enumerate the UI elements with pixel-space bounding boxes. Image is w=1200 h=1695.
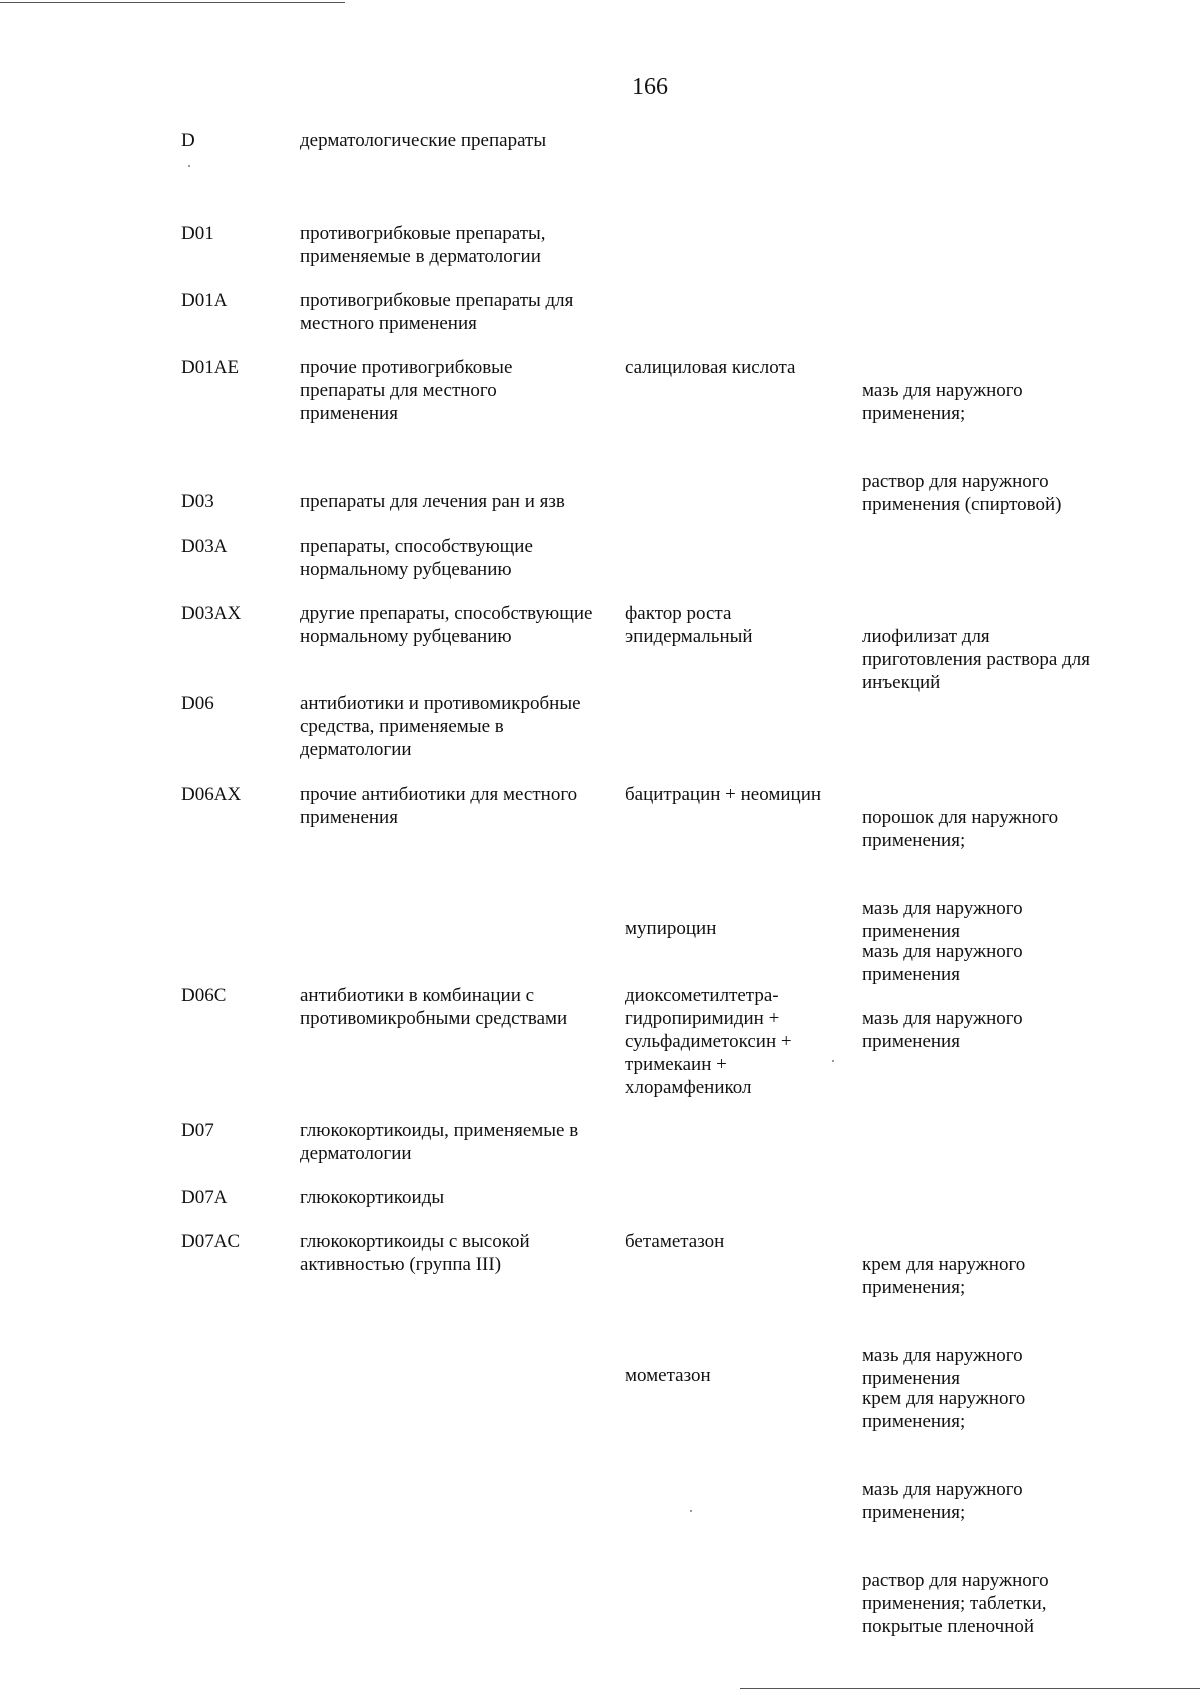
dosage-form: крем для наружного применения; — [862, 1254, 1026, 1298]
dosage-form: мазь для наружного применения — [862, 941, 1023, 985]
scan-speck — [188, 165, 190, 167]
atc-group-name: противогрибковые препараты для местного применения — [300, 290, 574, 334]
dosage-form: раствор для наружного применения (спиртовой) — [862, 471, 1062, 515]
dosage-forms — [862, 1364, 1162, 1661]
atc-group-name: препараты, способствующие нормальному рубцеванию — [300, 536, 533, 580]
page-number: 166 — [632, 74, 668, 100]
dosage-form: мазь для наружного применения — [862, 1345, 1023, 1389]
atc-code: D01 — [181, 223, 214, 244]
atc-code: D01AE — [181, 357, 240, 378]
scan-speck — [690, 1510, 692, 1512]
atc-group-name: дерматологические препараты — [300, 130, 547, 151]
atc-code: D07A — [181, 1187, 228, 1208]
atc-code: D07AC — [181, 1231, 241, 1252]
dosage-forms — [862, 602, 1162, 717]
atc-group-name: прочие антибиотики для местного применения — [300, 784, 578, 828]
atc-code: D03A — [181, 536, 228, 557]
dosage-form: крем для наружного применения; — [862, 1388, 1026, 1432]
dosage-forms — [862, 356, 1162, 539]
atc-group-name: препараты для лечения ран и язв — [300, 491, 565, 512]
dosage-form: мазь для наружного применения; — [862, 380, 1023, 424]
drug-name: фактор роста эпидермальный — [625, 603, 753, 647]
dosage-form: мазь для наружного применения; — [862, 1479, 1023, 1523]
scan-bottom-edge-line — [740, 1688, 1200, 1689]
drug-name: диоксометилтетра- гидропиримидин + сульфадиметоксин + тримекаин + хлорамфеникол — [625, 985, 792, 1098]
drug-name: бетаметазон — [625, 1231, 725, 1252]
drug-name: бацитрацин + неомицин — [625, 784, 822, 805]
atc-code: D03AX — [181, 603, 242, 624]
atc-group-name: прочие противогрибковые препараты для местного применения — [300, 357, 513, 424]
scan-top-edge-line — [0, 2, 345, 3]
dosage-form: лиофилизат для приготовления раствора для инъекций — [862, 626, 1090, 693]
atc-group-name: противогрибковые препараты, применяемые в дерматологии — [300, 223, 546, 267]
atc-group-name: другие препараты, способствующие нормальному рубцеванию — [300, 603, 593, 647]
atc-group-name: глюкокортикоиды, применяемые в дерматологии — [300, 1120, 579, 1164]
dosage-form: раствор для наружного применения; таблетки, покрытые пленочной — [862, 1570, 1049, 1637]
drug-name: мупироцин — [625, 918, 717, 939]
dosage-forms — [862, 984, 1162, 1076]
atc-group-name: антибиотики в комбинации с противомикробными средствами — [300, 985, 568, 1029]
atc-code: D — [181, 130, 195, 151]
atc-code: D03 — [181, 491, 214, 512]
dosage-form: мазь для наружного применения — [862, 898, 1023, 942]
dosage-form: мазь для наружного применения — [862, 1008, 1023, 1052]
drug-name: мометазон — [625, 1365, 711, 1386]
atc-group-name: глюкокортикоиды — [300, 1187, 445, 1208]
atc-code: D06 — [181, 693, 214, 714]
atc-group-name: глюкокортикоиды с высокой активностью (группа III) — [300, 1231, 530, 1275]
drug-name: салициловая кислота — [625, 357, 796, 378]
atc-code: D06C — [181, 985, 227, 1006]
dosage-form: порошок для наружного применения; — [862, 807, 1059, 851]
atc-code: D07 — [181, 1120, 214, 1141]
atc-group-name: антибиотики и противомикробные средства, применяемые в дерматологии — [300, 693, 581, 760]
atc-code: D06AX — [181, 784, 242, 805]
atc-code: D01A — [181, 290, 228, 311]
